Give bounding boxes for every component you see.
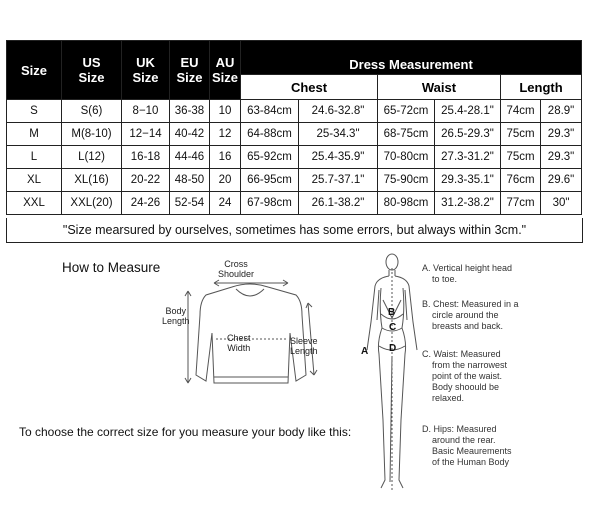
cell-length-in: 29.3" bbox=[541, 146, 582, 169]
cell-size: XL bbox=[7, 169, 62, 192]
cell-length-in: 30" bbox=[541, 192, 582, 215]
note-a: A. Vertical height head to toe. bbox=[422, 263, 513, 284]
table-row bbox=[7, 123, 582, 146]
cell-us: M(8-10) bbox=[62, 123, 122, 146]
cell-waist-in: 27.3-31.2" bbox=[435, 146, 501, 169]
cell-waist-cm: 70-80cm bbox=[378, 146, 435, 169]
table-row bbox=[7, 192, 582, 215]
cell-length-cm: 77cm bbox=[501, 192, 541, 215]
point-c: C bbox=[389, 322, 397, 333]
cell-chest-cm: 66-95cm bbox=[241, 169, 299, 192]
cell-chest-in: 25-34.3" bbox=[299, 123, 378, 146]
cell-length-cm: 76cm bbox=[501, 169, 541, 192]
cell-chest-cm: 63-84cm bbox=[241, 100, 299, 123]
cell-uk: 24-26 bbox=[122, 192, 170, 215]
sweater-neckline bbox=[236, 289, 264, 296]
cell-waist-cm: 80-98cm bbox=[378, 192, 435, 215]
cell-length-cm: 75cm bbox=[501, 146, 541, 169]
cell-chest-in: 26.1-38.2" bbox=[299, 192, 378, 215]
note-c: C. Waist: Measured from the narrowest point of the waist. Body shoould be relaxed. bbox=[422, 349, 508, 403]
cell-eu: 52-54 bbox=[170, 192, 210, 215]
cell-size: XXL bbox=[7, 192, 62, 215]
note-b: B. Chest: Measured in a circle around the breasts and back. bbox=[422, 299, 519, 331]
label-sleeve-length: Sleeve Length bbox=[290, 336, 318, 356]
cell-eu: 44-46 bbox=[170, 146, 210, 169]
note-d: D. Hips: Measured around the rear. Basic Meaurements of the Human Body bbox=[422, 424, 512, 467]
point-a: A bbox=[361, 346, 369, 357]
header-us: US Size bbox=[62, 41, 122, 100]
header-length: Length bbox=[501, 75, 582, 100]
cell-size: M bbox=[7, 123, 62, 146]
cell-us: L(12) bbox=[62, 146, 122, 169]
cell-waist-in: 29.3-35.1" bbox=[435, 169, 501, 192]
header-dress-measurement: Dress Measurement bbox=[241, 41, 582, 75]
cell-eu: 48-50 bbox=[170, 169, 210, 192]
cell-length-in: 29.6" bbox=[541, 169, 582, 192]
header-uk: UK Size bbox=[122, 41, 170, 100]
size-table-body bbox=[7, 100, 582, 215]
cell-uk: 20-22 bbox=[122, 169, 170, 192]
size-note: "Size mearsured by ourselves, sometimes has some errors, but always within 3cm." bbox=[6, 218, 583, 243]
cell-waist-cm: 75-90cm bbox=[378, 169, 435, 192]
header-eu: EU Size bbox=[170, 41, 210, 100]
sweater-outline bbox=[196, 284, 306, 383]
cell-length-cm: 75cm bbox=[501, 123, 541, 146]
inner-leg bbox=[390, 356, 392, 482]
cell-uk: 16-18 bbox=[122, 146, 170, 169]
cell-length-cm: 74cm bbox=[501, 100, 541, 123]
cell-au: 20 bbox=[210, 169, 241, 192]
point-b: B bbox=[388, 307, 396, 318]
label-body-length: Body Length bbox=[162, 306, 190, 326]
cell-uk: 8−10 bbox=[122, 100, 170, 123]
cell-length-in: 29.3" bbox=[541, 123, 582, 146]
header-chest: Chest bbox=[241, 75, 378, 100]
cell-au: 24 bbox=[210, 192, 241, 215]
cell-waist-in: 31.2-38.2" bbox=[435, 192, 501, 215]
size-chart-table bbox=[6, 40, 582, 215]
cell-chest-in: 24.6-32.8" bbox=[299, 100, 378, 123]
header-waist: Waist bbox=[378, 75, 501, 100]
cell-waist-cm: 68-75cm bbox=[378, 123, 435, 146]
cell-chest-cm: 64-88cm bbox=[241, 123, 299, 146]
cell-us: S(6) bbox=[62, 100, 122, 123]
label-chest-width: Chest Width bbox=[227, 333, 251, 353]
cell-chest-in: 25.7-37.1" bbox=[299, 169, 378, 192]
cell-chest-cm: 67-98cm bbox=[241, 192, 299, 215]
table-row bbox=[7, 169, 582, 192]
cell-eu: 36-38 bbox=[170, 100, 210, 123]
head bbox=[386, 254, 398, 270]
cell-us: XL(16) bbox=[62, 169, 122, 192]
header-au: AU Size bbox=[210, 41, 241, 100]
cell-us: XXL(20) bbox=[62, 192, 122, 215]
cell-au: 12 bbox=[210, 123, 241, 146]
cell-chest-cm: 65-92cm bbox=[241, 146, 299, 169]
table-row bbox=[7, 100, 582, 123]
cell-size: L bbox=[7, 146, 62, 169]
cell-au: 10 bbox=[210, 100, 241, 123]
cell-au: 16 bbox=[210, 146, 241, 169]
label-cross-shoulder: Cross Shoulder bbox=[218, 259, 255, 279]
header-size: Size bbox=[7, 41, 62, 100]
cell-waist-cm: 65-72cm bbox=[378, 100, 435, 123]
cell-uk: 12−14 bbox=[122, 123, 170, 146]
header-row-main bbox=[7, 41, 582, 75]
how-to-measure-title: How to Measure bbox=[62, 260, 161, 275]
cell-size: S bbox=[7, 100, 62, 123]
cell-eu: 40-42 bbox=[170, 123, 210, 146]
cell-waist-in: 26.5-29.3" bbox=[435, 123, 501, 146]
body-figure bbox=[355, 250, 425, 515]
point-d: D bbox=[389, 343, 397, 354]
table-row bbox=[7, 146, 582, 169]
cell-length-in: 28.9" bbox=[541, 100, 582, 123]
cell-waist-in: 25.4-28.1" bbox=[435, 100, 501, 123]
cell-chest-in: 25.4-35.9" bbox=[299, 146, 378, 169]
choose-size-instruction: To choose the correct size for you measure your body like this: bbox=[19, 425, 352, 439]
